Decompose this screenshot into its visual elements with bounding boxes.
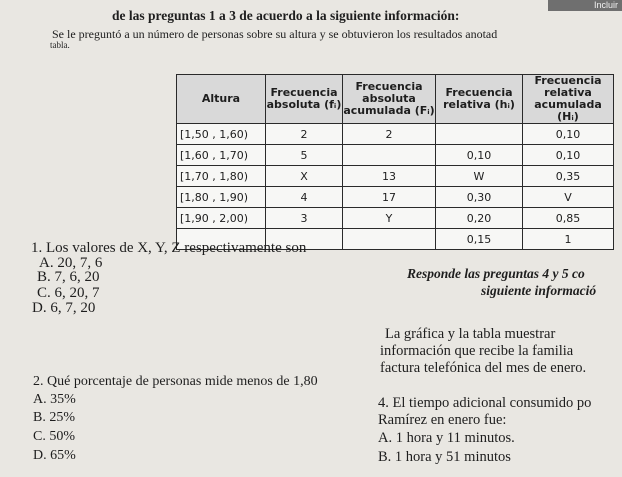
cell <box>343 229 436 250</box>
section-header: de las preguntas 1 a 3 de acuerdo a la siguiente información: <box>112 8 460 23</box>
right-title-line-2: siguiente informació <box>481 283 597 298</box>
cell: W <box>436 166 523 187</box>
cell: [1,70 , 1,80) <box>177 166 266 187</box>
right-title-line-1: Responde las preguntas 4 y 5 co <box>407 266 585 281</box>
top-tag: Incluir <box>548 0 622 11</box>
cell: [1,90 , 2,00) <box>177 208 266 229</box>
right-para-line-1: La gráfica y la tabla muestrar <box>385 326 556 342</box>
q4-stem-line-1: 4. El tiempo adicional consumido po <box>378 395 592 411</box>
cell: X <box>266 166 343 187</box>
cell: Y <box>343 208 436 229</box>
cell: 3 <box>266 208 343 229</box>
cell: 0,85 <box>523 208 614 229</box>
q2-stem: 2. Qué porcentaje de personas mide menos de 1,80 <box>33 374 318 389</box>
header-rel-cum-freq: Frecuencia relativa acumulada (Hᵢ) <box>523 75 614 124</box>
header-abs-cum-freq: Frecuencia absoluta acumulada (Fᵢ) <box>343 75 436 124</box>
cell: 0,30 <box>436 187 523 208</box>
q1-option-d: D. 6, 7, 20 <box>32 300 96 316</box>
cell: 2 <box>266 124 343 145</box>
right-para-line-2: información que recibe la familia <box>380 343 574 359</box>
table-row <box>177 124 614 145</box>
table-row <box>177 187 614 208</box>
cell: 5 <box>266 145 343 166</box>
cell: V <box>523 187 614 208</box>
cell: 4 <box>266 187 343 208</box>
q1-option-c: C. 6, 20, 7 <box>37 285 100 301</box>
q2-option-a: A. 35% <box>33 392 76 407</box>
cell <box>343 145 436 166</box>
cell: 0,15 <box>436 229 523 250</box>
q2-option-d: D. 65% <box>33 448 76 463</box>
cell: 0,10 <box>436 145 523 166</box>
header-height: Altura <box>177 75 266 124</box>
cell: 0,35 <box>523 166 614 187</box>
cell: 2 <box>343 124 436 145</box>
cell: 0,10 <box>523 145 614 166</box>
cell: 17 <box>343 187 436 208</box>
intro-line-1: Se le preguntó a un número de personas sobre su altura y se obtuvieron los resultados anotad <box>52 27 498 41</box>
right-para-line-3: factura telefónica del mes de enero. <box>380 360 587 376</box>
cell: 1 <box>523 229 614 250</box>
q1-stem: 1. Los valores de X, Y, Z respectivamente son <box>31 240 307 256</box>
table-row <box>177 166 614 187</box>
cell: [1,50 , 1,60) <box>177 124 266 145</box>
cell <box>436 124 523 145</box>
table-header-row <box>177 75 614 124</box>
q2-option-c: C. 50% <box>33 429 75 444</box>
frequency-table <box>176 74 614 250</box>
header-abs-freq: Frecuencia absoluta (fᵢ) <box>266 75 343 124</box>
cell: 0,10 <box>523 124 614 145</box>
table-row <box>177 145 614 166</box>
q1-option-a: A. 20, 7, 6 <box>39 255 103 271</box>
cell: 0,20 <box>436 208 523 229</box>
cell: 13 <box>343 166 436 187</box>
cell: [1,80 , 1,90) <box>177 187 266 208</box>
q2-option-b: B. 25% <box>33 410 75 425</box>
intro-line-2: tabla. <box>50 40 70 50</box>
q1-option-b: B. 7, 6, 20 <box>37 269 100 285</box>
q4-option-a: A. 1 hora y 11 minutos. <box>378 430 515 446</box>
q4-option-b: B. 1 hora y 51 minutos <box>378 449 511 465</box>
table-row <box>177 208 614 229</box>
q4-stem-line-2: Ramírez en enero fue: <box>378 412 507 428</box>
cell: [1,60 , 1,70) <box>177 145 266 166</box>
header-rel-freq: Frecuencia relativa (hᵢ) <box>436 75 523 124</box>
